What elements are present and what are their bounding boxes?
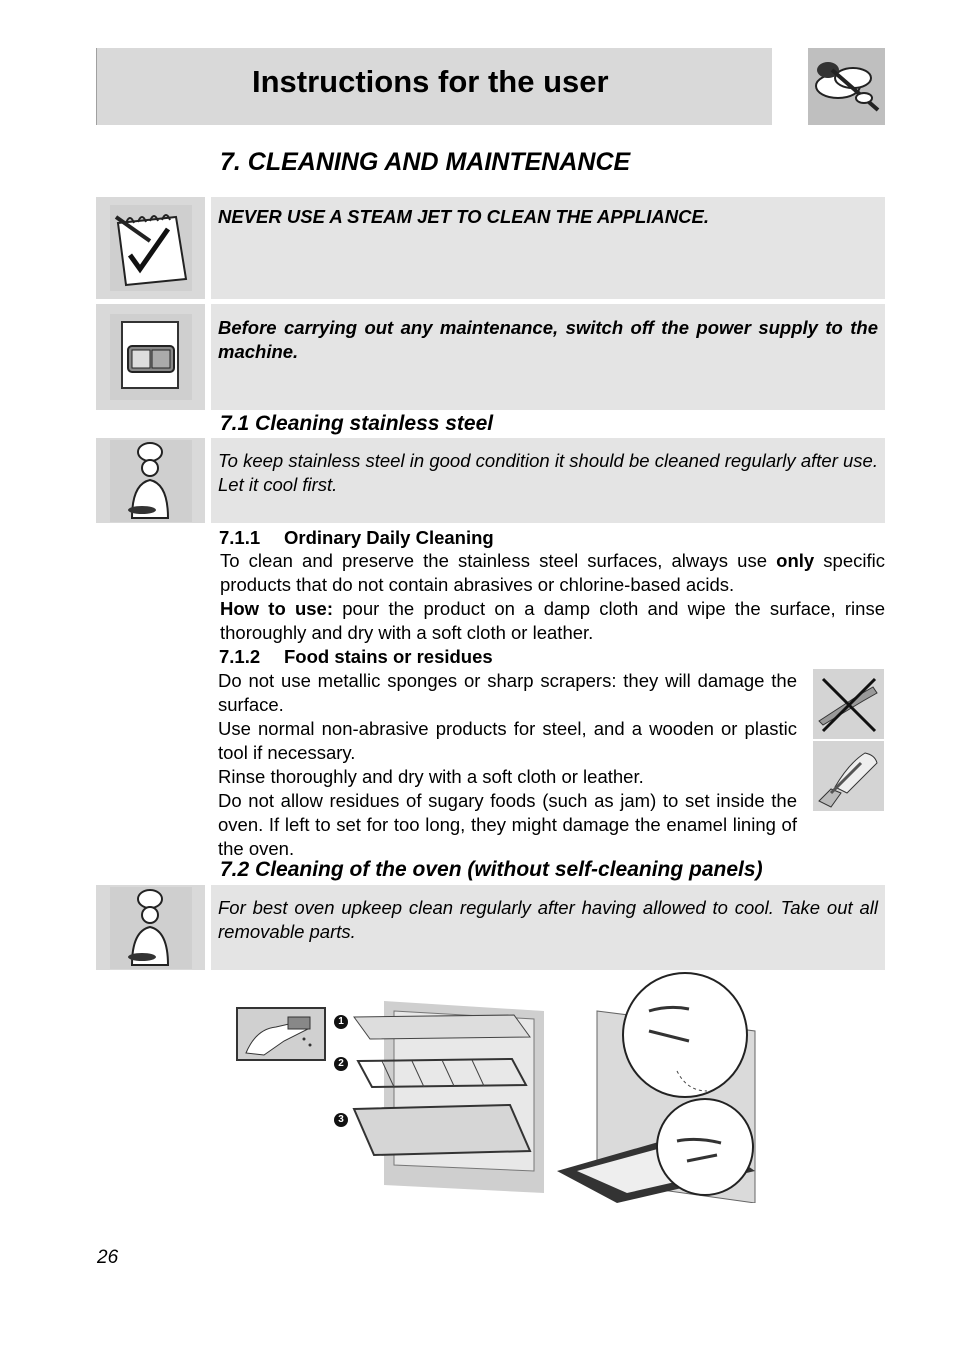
section-title: 7. CLEANING AND MAINTENANCE [220,148,631,176]
subsubsection-title: Ordinary Daily Cleaning [284,527,494,548]
page-header-title: Instructions for the user [252,64,609,99]
oven-shelves-icon [334,1001,546,1202]
warning-power-supply [211,304,885,410]
emphasis: How to use: [220,598,334,619]
subsubsection-number: 7.1.2 [219,646,261,667]
emphasis: only [776,550,815,571]
chef-icon [96,885,205,970]
subsubsection-heading [219,646,493,668]
tip-stainless-steel [211,438,885,523]
callout-label: 2 [334,1057,348,1071]
subsection-title: 7.2 Cleaning of the oven (without self-cleaning panels) [220,858,763,881]
text-line: Use normal non-abrasive products for steel, and a wooden or plastic tool if necessary. [218,718,797,763]
warning-steam-jet [211,197,885,299]
subsubsection-title: Food stains or residues [284,646,493,667]
text-line: Rinse thoroughly and dry with a soft cloth or leather. [218,766,644,787]
notepad-checkmark-icon [96,197,205,299]
oven-side-runners-icon [557,971,757,1208]
crossed-scraper-icon [813,669,884,739]
chef-hat-spoon-icon [808,48,885,125]
text-line: Do not use metallic sponges or sharp scrapers: they will damage the surface. [218,670,797,715]
paragraph-how-to-use [220,597,885,645]
callout-label: 1 [334,1015,348,1029]
chef-icon [96,438,205,523]
tip-text: For best oven upkeep clean regularly after having allowed to cool. Take out all removable parts. [218,897,878,942]
hand-sponge-icon [236,1007,326,1061]
hand-wooden-spatula-icon [813,741,884,811]
subsection-title: 7.1 Cleaning stainless steel [220,412,494,435]
paragraph-products [220,549,885,597]
text-line: Do not allow residues of sugary foods (such as jam) to set inside the oven. If left to set for too long, they might damage the enamel lining of the oven. [218,790,797,859]
text: To clean and preserve the stainless steel surfaces, always use [220,550,777,571]
subsubsection-number: 7.1.1 [219,527,261,548]
callout-label: 3 [334,1113,348,1127]
warning-text: Before carrying out any maintenance, switch off the power supply to the machine. [218,317,878,362]
warning-text: NEVER USE A STEAM JET TO CLEAN THE APPLIANCE. [218,206,709,227]
paragraph-food-stains [218,669,797,861]
tip-text: To keep stainless steel in good condition it should be cleaned regularly after use. Let it cool first. [218,450,878,495]
text: specific products that do not contain abrasives or chlorine-based acids. [220,550,885,595]
subsubsection-heading [219,527,494,549]
power-switch-icon [96,304,205,410]
text: pour the product on a damp cloth and wipe the surface, rinse thoroughly and dry with a soft cloth or leather. [220,598,885,643]
tip-oven-upkeep [211,885,885,970]
page-number: 26 [97,1247,119,1268]
